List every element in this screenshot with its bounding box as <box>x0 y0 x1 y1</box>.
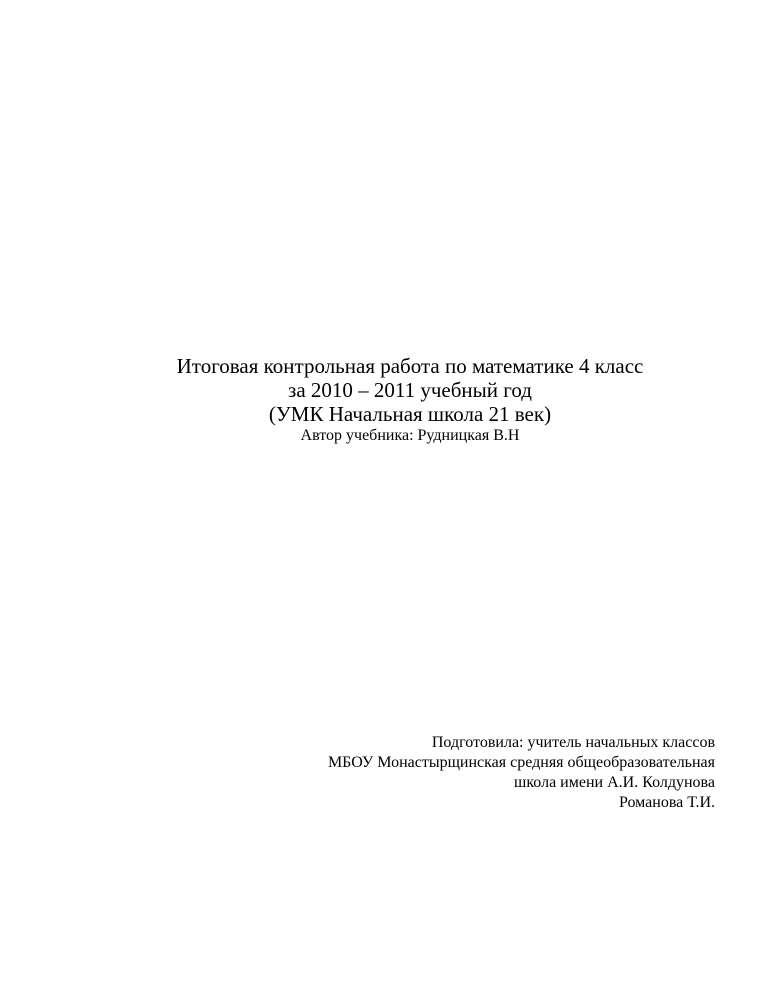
school-name: МБОУ Монастырщинская средняя общеобразовательная <box>327 754 715 771</box>
title-block <box>0 354 768 446</box>
textbook-author: Автор учебника: Рудницкая В.Н <box>300 427 520 444</box>
school-year: за 2010 – 2011 учебный год <box>288 378 532 402</box>
prepared-by-block <box>328 733 715 813</box>
teacher-name: Романова Т.И. <box>618 794 715 811</box>
prepared-by-role: Подготовила: учитель начальных классов <box>431 734 715 751</box>
school-name-continued: школа имени А.И. Колдунова <box>514 774 715 791</box>
curriculum-name: (УМК Начальная школа 21 век) <box>268 402 552 426</box>
document-title: Итоговая контрольная работа по математике 4 класс <box>176 354 644 378</box>
